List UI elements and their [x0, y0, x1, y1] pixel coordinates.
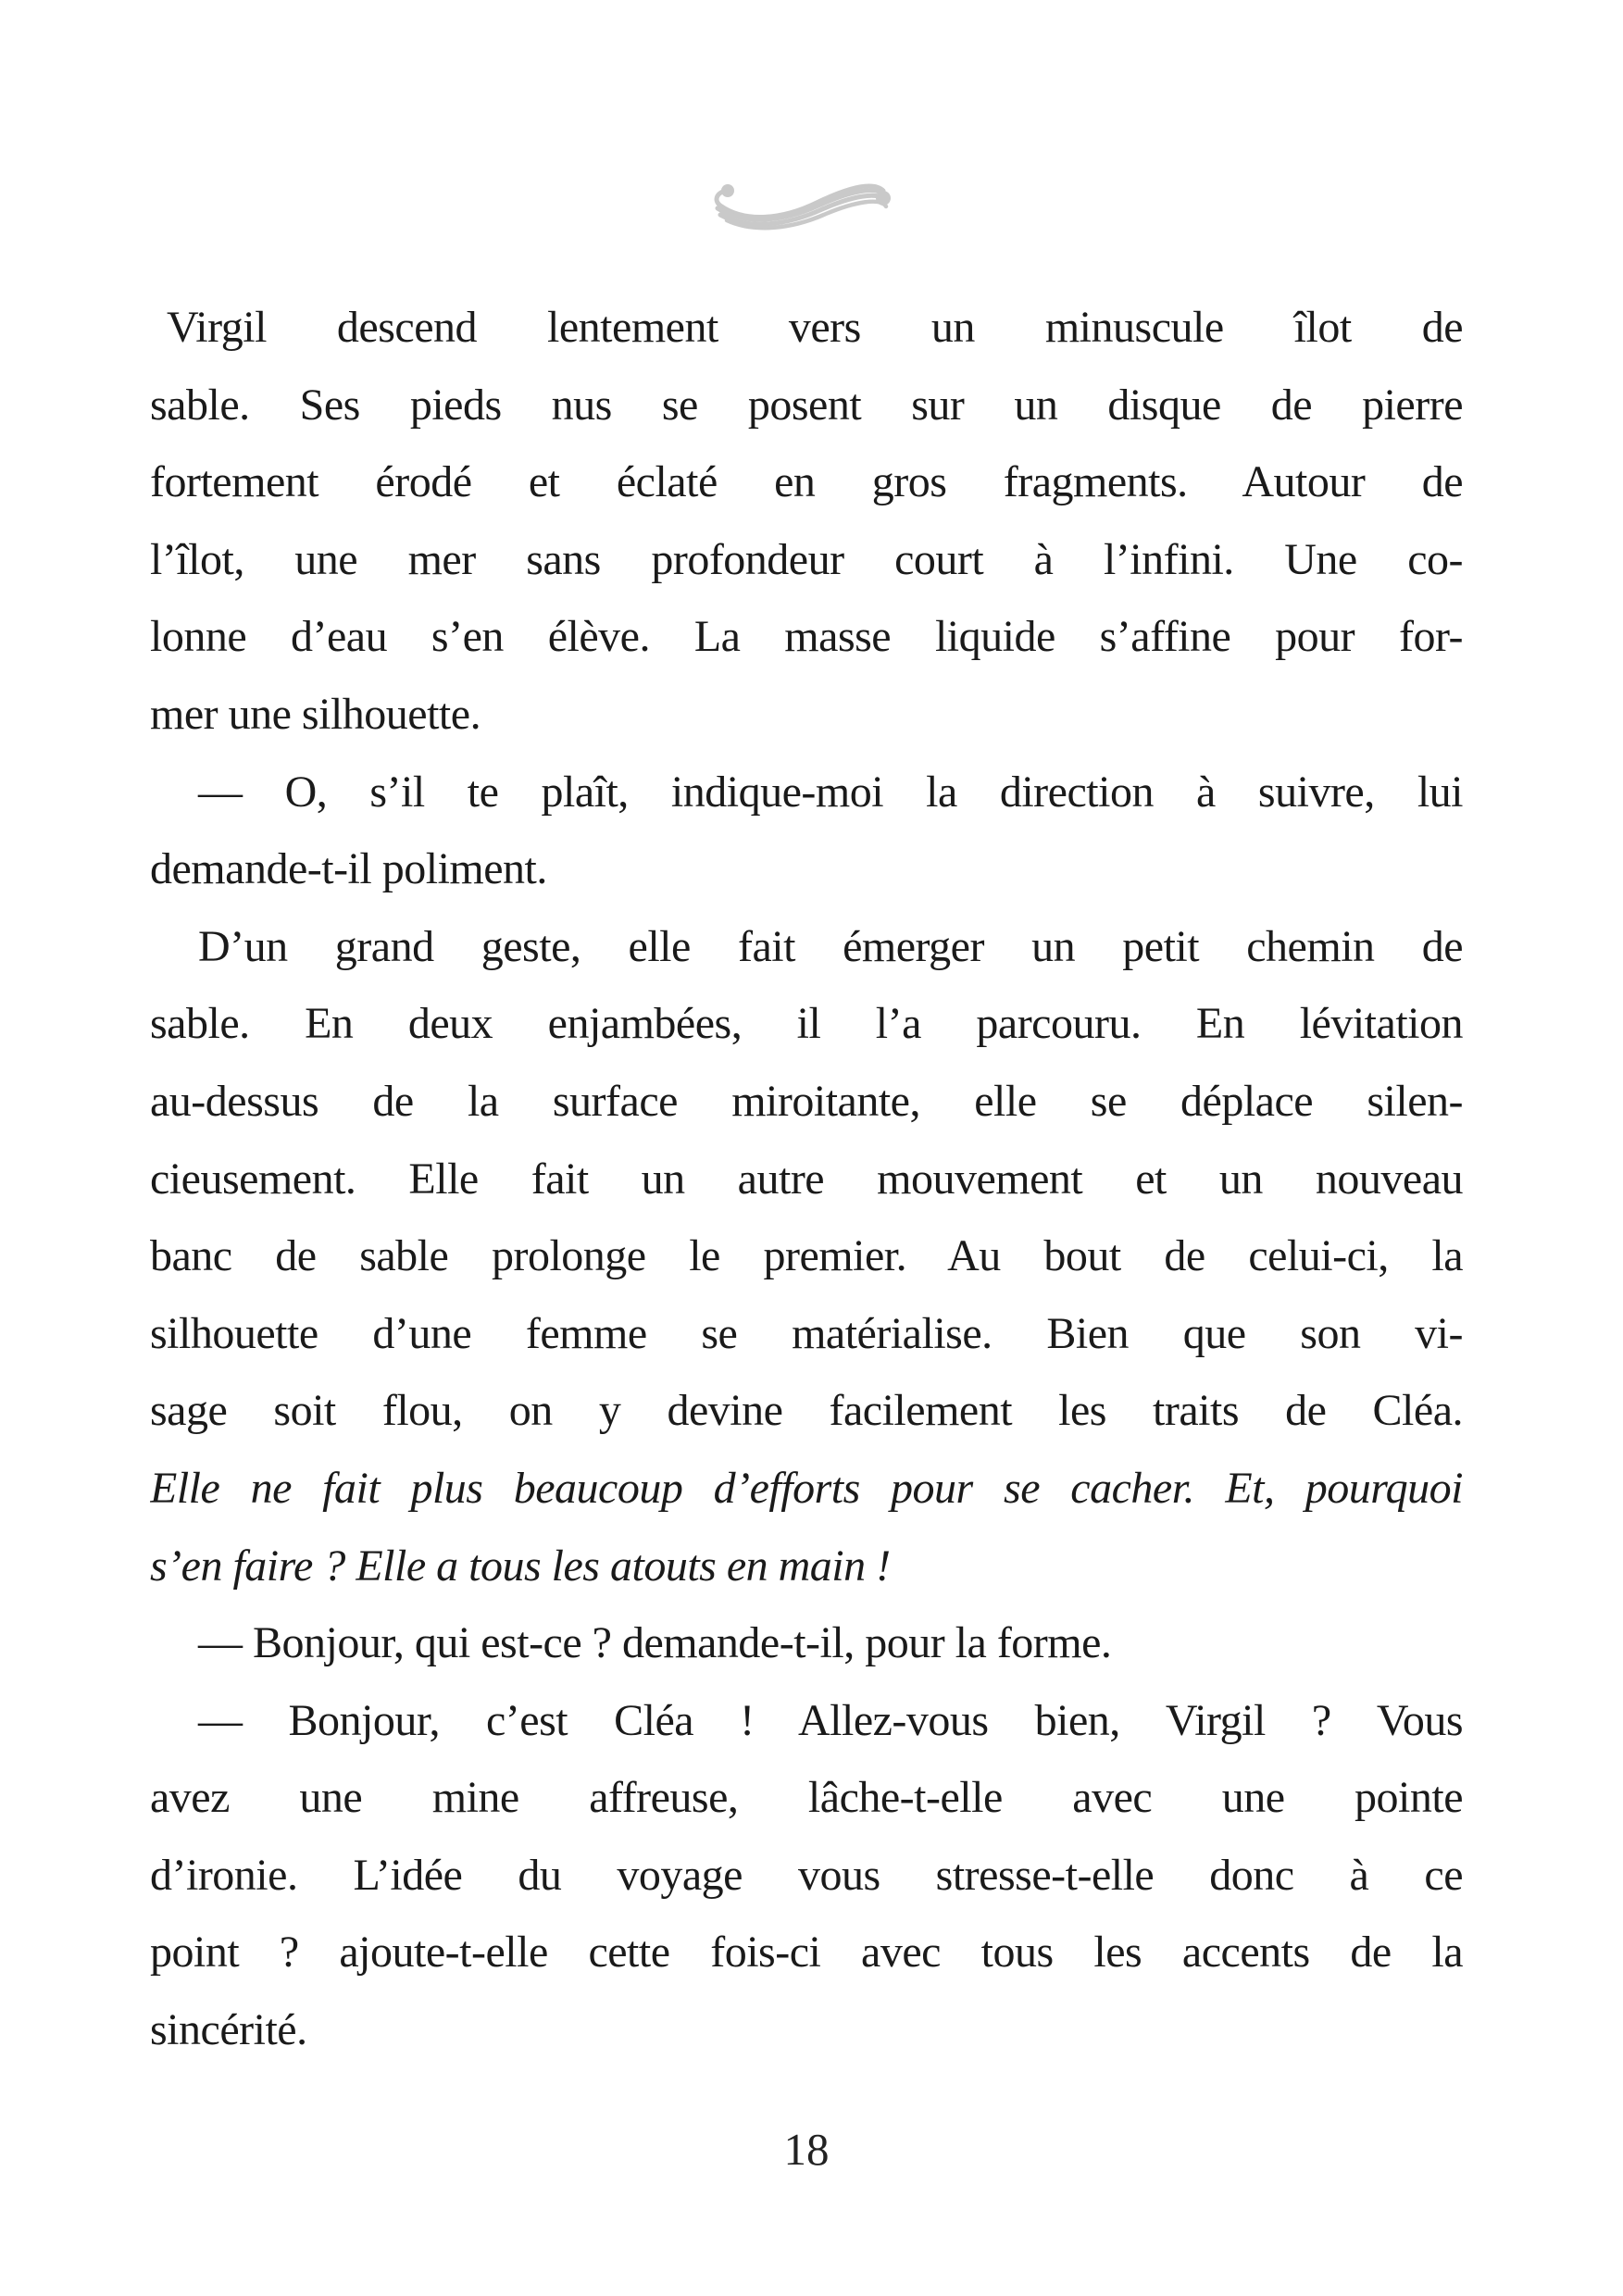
- text-line: lonne d’eau s’en élève. La masse liquide s’affine pour for-: [150, 612, 1463, 662]
- text-line: cieusement. Elle fait un autre mouvement et un nouveau: [150, 1154, 1463, 1204]
- text-line: Virgil descend lentement vers un minuscule îlot de: [167, 303, 1463, 352]
- page-number: 18: [783, 2124, 830, 2175]
- text-line: sincérité.: [150, 2005, 307, 2055]
- text-line: Elle ne fait plus beaucoup d’efforts pour se cacher. Et, pourquoi: [150, 1463, 1463, 1513]
- text-line: — Bonjour, c’est Cléa ! Allez-vous bien, Virgil ? Vous: [198, 1695, 1463, 1745]
- text-line: d’ironie. L’idée du voyage vous stresse-t-elle donc à ce: [150, 1850, 1463, 1900]
- text-line: — O, s’il te plaît, indique-moi la direction à suivre, lui: [198, 767, 1463, 817]
- text-line: sage soit flou, on y devine facilement les traits de Cléa.: [150, 1386, 1463, 1436]
- text-line: avez une mine affreuse, lâche-t-elle avec une pointe: [150, 1773, 1463, 1823]
- text-line: point ? ajoute-t-elle cette fois-ci avec tous les accents de la: [150, 1928, 1463, 1978]
- text-line: sable. En deux enjambées, il l’a parcouru. En lévitation: [150, 999, 1463, 1049]
- text-line: banc de sable prolonge le premier. Au bout de celui-ci, la: [150, 1231, 1463, 1281]
- text-line: D’un grand geste, elle fait émerger un petit chemin de: [198, 921, 1463, 971]
- text-line: mer une silhouette.: [150, 689, 481, 739]
- text-line: — Bonjour, qui est-ce ? demande-t-il, pour la forme.: [198, 1618, 1112, 1668]
- text-line: s’en faire ? Elle a tous les atouts en main !: [150, 1541, 891, 1591]
- text-line: demande-t-il poliment.: [150, 844, 547, 894]
- text-line: l’îlot, une mer sans profondeur court à l’infini. Une co-: [150, 534, 1463, 584]
- text-line: silhouette d’une femme se matérialise. Bien que son vi-: [150, 1308, 1463, 1358]
- text-line: sable. Ses pieds nus se posent sur un disque de pierre: [150, 380, 1463, 430]
- text-block: [150, 289, 1463, 2069]
- text-line: fortement érodé et éclaté en gros fragments. Autour de: [150, 457, 1463, 507]
- text-line: au-dessus de la surface miroitante, elle se déplace silen-: [150, 1076, 1463, 1126]
- swash-flourish-icon: [706, 163, 892, 231]
